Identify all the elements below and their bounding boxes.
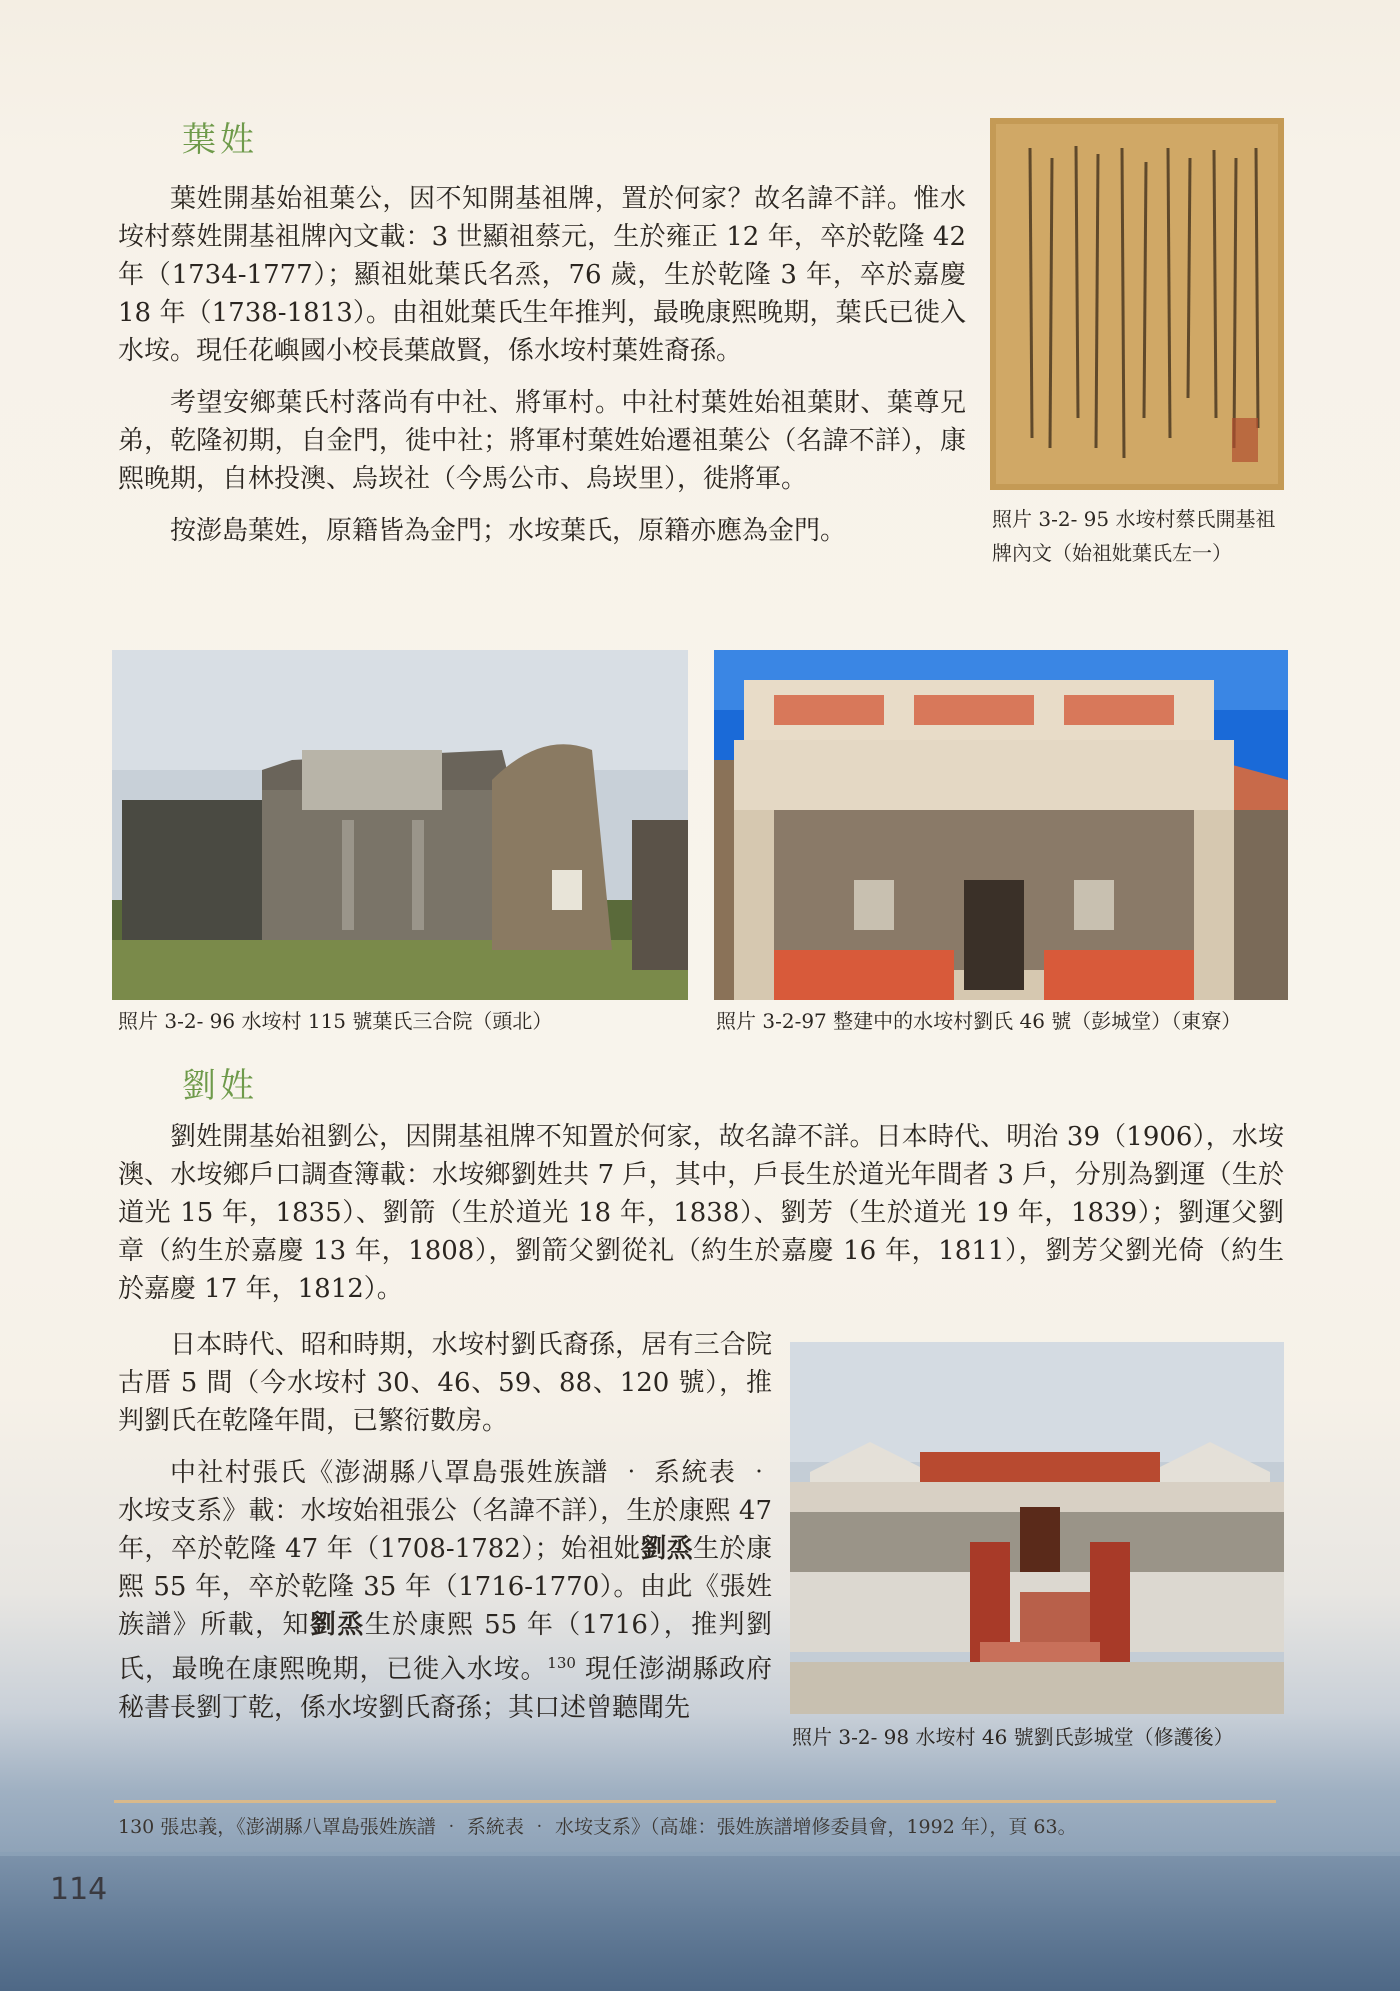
photo-liu-house-renovation	[714, 650, 1288, 1000]
caption-photo-95: 照片 3-2- 95 水垵村蔡氏開基祖牌內文（始祖妣葉氏左一）	[992, 507, 1276, 565]
text-run-bold: 劉烝	[640, 1534, 694, 1564]
section-body-ye	[118, 180, 966, 550]
footnote-divider	[114, 1800, 1276, 1803]
text-run: 生於康熙 55 年，卒於乾隆 35 年（1716-1770）。由此《張姓族譜》所載，知	[118, 1534, 772, 1640]
paragraph: 按澎島葉姓，原籍皆為金門；水垵葉氏，原籍亦應為金門。	[170, 516, 847, 546]
footnote-130: 130 張忠義，《澎湖縣八罩島張姓族譜 ‧ 系統表 ‧ 水垵支系》（高雄：張姓族譜增修委員會，1992 年），頁 63。	[118, 1816, 1077, 1838]
paragraph: 考望安鄉葉氏村落尚有中社、將軍村。中社村葉姓始祖葉財、葉尊兄弟，乾隆初期，自金門，徙中社；將軍村葉姓始遷祖葉公（名諱不詳），康熙晚期，自林投澳、烏崁社（今馬公市、烏崁里），徙將軍。	[118, 388, 966, 494]
photo-liu-hall-restored	[790, 1342, 1284, 1714]
horizon-line	[0, 1852, 1400, 1856]
caption-photo-98: 照片 3-2- 98 水垵村 46 號劉氏彭城堂（修護後）	[792, 1725, 1234, 1749]
section-body-liu	[118, 1118, 1284, 1308]
caption-photo-96: 照片 3-2- 96 水垵村 115 號葉氏三合院（頭北）	[118, 1009, 553, 1033]
paragraph: 劉姓開基始祖劉公，因開基祖牌不知置於何家，故名諱不詳。日本時代、明治 39（1906），水垵澳、水垵鄉戶口調查簿載：水垵鄉劉姓共 7 戶，其中，戶長生於道光年間者 3 戶，分別為劉運（生於道光 15 年，1835）、劉箭（生於道光 18 年，1838）、劉芳（生於道光 19 年，1839）；劉運父劉章（約生於嘉慶 13 年，1808），劉箭父劉從礼（約生於嘉慶 16 年，1811），劉芳父劉光倚（約生於嘉慶 17 年，1812）。	[118, 1122, 1284, 1304]
page-number: 114	[50, 1872, 108, 1907]
section-heading-liu: 劉姓	[182, 1066, 258, 1106]
text-run: 中社村張氏《澎湖縣八罩島張姓族譜 ‧ 系統表 ‧ 水垵支系》載：水垵始祖張公（名諱不詳），生於康熙 47 年，卒於乾隆 47 年（1708-1782）；始祖妣	[118, 1458, 772, 1564]
section-heading-ye: 葉姓	[182, 120, 258, 160]
sea-background	[0, 1852, 1400, 1991]
paragraph	[118, 1454, 772, 1727]
caption-photo-97: 照片 3-2-97 整建中的水垵村劉氏 46 號（彭城堂）（東寮）	[716, 1009, 1242, 1033]
paragraph: 日本時代、昭和時期，水垵村劉氏裔孫，居有三合院古厝 5 間（今水垵村 30、46、59、88、120 號），推判劉氏在乾隆年間，已繁衍數房。	[118, 1330, 772, 1436]
photo-ancestral-tablet	[990, 118, 1284, 490]
text-run: 現任澎湖縣政府秘書長劉丁乾，係水垵劉氏裔孫；其口述曾聽聞先	[118, 1654, 772, 1723]
text-run: 生於康熙 55 年（1716），推判劉氏，最晚在康熙晚期，已徙入水垵。	[118, 1610, 772, 1685]
paragraph: 葉姓開基始祖葉公，因不知開基祖牌，置於何家？故名諱不詳。惟水垵村蔡姓開基祖牌內文載：3 世顯祖蔡元，生於雍正 12 年，卒於乾隆 42 年（1734-1777）；顯祖妣葉氏名烝，76 歲，生於乾隆 3 年，卒於嘉慶 18 年（1738-1813）。由祖妣葉氏生年推判，最晚康熙晚期，葉氏已徙入水垵。現任花嶼國小校長葉啟賢，係水垵村葉姓裔孫。	[118, 184, 966, 366]
text-run-bold: 劉烝	[309, 1610, 365, 1640]
section-body-liu-continued	[118, 1326, 772, 1727]
photo-ye-courtyard-house	[112, 650, 688, 1000]
footnote-ref[interactable]: 130	[547, 1654, 576, 1672]
